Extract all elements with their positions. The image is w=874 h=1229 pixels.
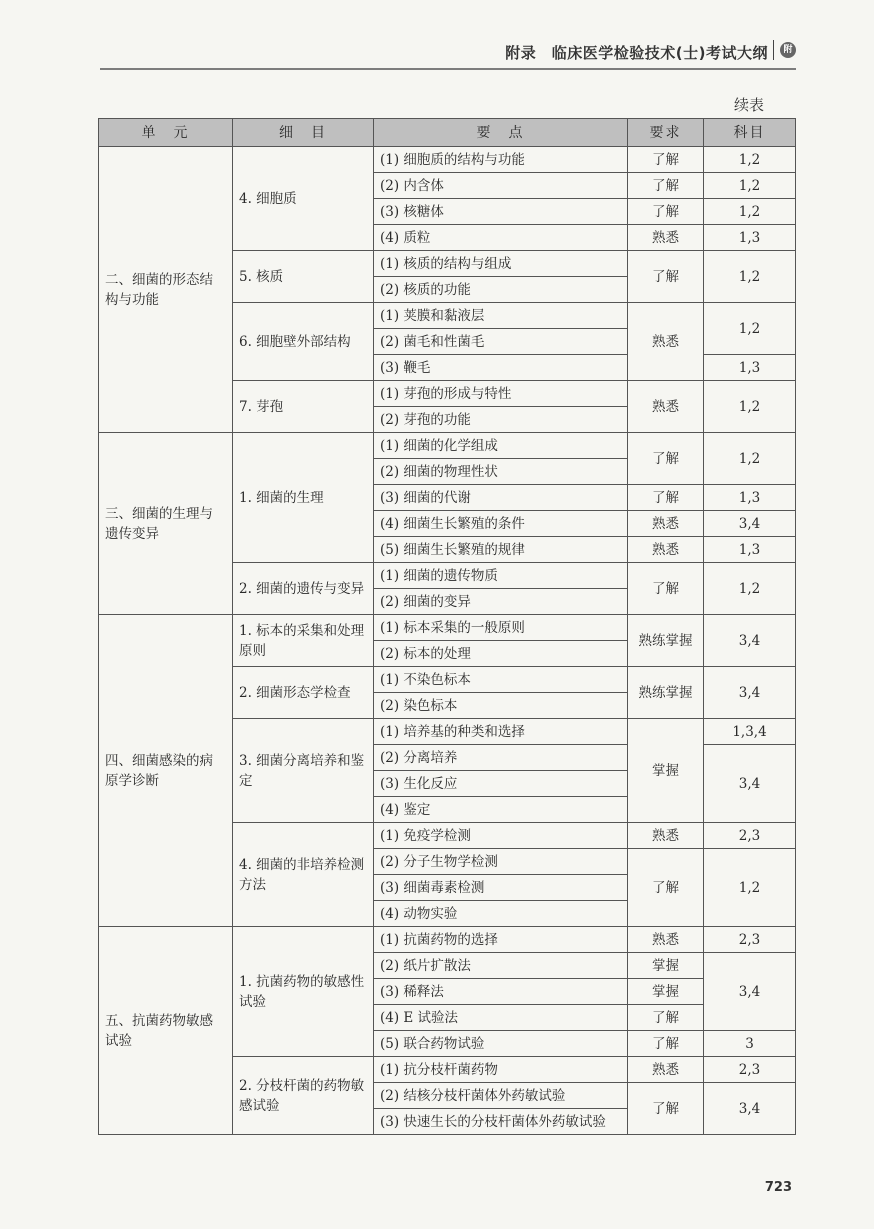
subject-cell: 1,2	[704, 303, 796, 355]
point-cell: (1) 荚膜和黏液层	[374, 303, 628, 329]
requirement-cell: 熟练掌握	[628, 667, 704, 719]
table-body	[99, 147, 796, 1135]
unit-cell: 四、细菌感染的病原学诊断	[99, 615, 233, 927]
point-cell: (2) 分子生物学检测	[374, 849, 628, 875]
requirement-cell: 熟悉	[628, 537, 704, 563]
requirement-cell: 熟悉	[628, 927, 704, 953]
table-row	[99, 147, 796, 173]
point-cell: (2) 细菌的物理性状	[374, 459, 628, 485]
point-cell: (2) 核质的功能	[374, 277, 628, 303]
requirement-cell: 熟悉	[628, 225, 704, 251]
point-cell: (1) 培养基的种类和选择	[374, 719, 628, 745]
subject-cell: 3	[704, 1031, 796, 1057]
point-cell: (5) 联合药物试验	[374, 1031, 628, 1057]
point-cell: (3) 生化反应	[374, 771, 628, 797]
point-cell: (1) 细菌的化学组成	[374, 433, 628, 459]
point-cell: (4) E 试验法	[374, 1005, 628, 1031]
point-cell: (2) 分离培养	[374, 745, 628, 771]
point-cell: (1) 不染色标本	[374, 667, 628, 693]
point-cell: (1) 抗分枝杆菌药物	[374, 1057, 628, 1083]
unit-cell: 三、细菌的生理与遗传变异	[99, 433, 233, 615]
point-cell: (4) 细菌生长繁殖的条件	[374, 511, 628, 537]
table-header-row	[99, 119, 796, 147]
requirement-cell: 掌握	[628, 979, 704, 1005]
subitem-cell: 1. 抗菌药物的敏感性试验	[233, 927, 374, 1057]
point-cell: (2) 芽孢的功能	[374, 407, 628, 433]
subject-cell: 3,4	[704, 745, 796, 823]
column-header-points: 要 点	[374, 119, 628, 147]
table-row	[99, 433, 796, 459]
subject-cell: 2,3	[704, 1057, 796, 1083]
subitem-cell: 1. 标本的采集和处理原则	[233, 615, 374, 667]
subject-cell: 1,2	[704, 381, 796, 433]
point-cell: (3) 鞭毛	[374, 355, 628, 381]
requirement-cell: 了解	[628, 251, 704, 303]
point-cell: (3) 快速生长的分枝杆菌体外药敏试验	[374, 1109, 628, 1135]
subject-cell: 1,2	[704, 173, 796, 199]
subject-cell: 1,2	[704, 849, 796, 927]
point-cell: (1) 细胞质的结构与功能	[374, 147, 628, 173]
requirement-cell: 掌握	[628, 719, 704, 823]
column-header-subject: 科目	[704, 119, 796, 147]
subject-cell: 1,2	[704, 199, 796, 225]
requirement-cell: 熟悉	[628, 1057, 704, 1083]
table-row	[99, 615, 796, 641]
subject-cell: 2,3	[704, 823, 796, 849]
subject-cell: 3,4	[704, 615, 796, 667]
running-header	[100, 28, 796, 70]
requirement-cell: 熟悉	[628, 381, 704, 433]
point-cell: (4) 动物实验	[374, 901, 628, 927]
requirement-cell: 熟悉	[628, 823, 704, 849]
requirement-cell: 了解	[628, 1031, 704, 1057]
subject-cell: 1,3	[704, 485, 796, 511]
page-number: 723	[764, 1180, 792, 1195]
point-cell: (4) 质粒	[374, 225, 628, 251]
point-cell: (1) 核质的结构与组成	[374, 251, 628, 277]
subject-cell: 1,2	[704, 251, 796, 303]
column-header-subitem: 细 目	[233, 119, 374, 147]
subject-cell: 3,4	[704, 667, 796, 719]
point-cell: (5) 细菌生长繁殖的规律	[374, 537, 628, 563]
point-cell: (3) 稀释法	[374, 979, 628, 1005]
continued-label: 续表	[733, 96, 764, 114]
subitem-cell: 2. 分枝杆菌的药物敏感试验	[233, 1057, 374, 1135]
subject-cell: 2,3	[704, 927, 796, 953]
subitem-cell: 7. 芽孢	[233, 381, 374, 433]
point-cell: (1) 抗菌药物的选择	[374, 927, 628, 953]
requirement-cell: 熟悉	[628, 303, 704, 381]
subject-cell: 1,3	[704, 355, 796, 381]
subitem-cell: 2. 细菌的遗传与变异	[233, 563, 374, 615]
requirement-cell: 了解	[628, 173, 704, 199]
requirement-cell: 了解	[628, 199, 704, 225]
requirement-cell: 了解	[628, 485, 704, 511]
unit-cell: 五、抗菌药物敏感试验	[99, 927, 233, 1135]
requirement-cell: 掌握	[628, 953, 704, 979]
point-cell: (2) 纸片扩散法	[374, 953, 628, 979]
subject-cell: 1,3,4	[704, 719, 796, 745]
point-cell: (2) 菌毛和性菌毛	[374, 329, 628, 355]
point-cell: (2) 细菌的变异	[374, 589, 628, 615]
subject-cell: 3,4	[704, 511, 796, 537]
appendix-badge-icon: 附	[780, 42, 796, 58]
requirement-cell: 了解	[628, 1005, 704, 1031]
point-cell: (1) 芽孢的形成与特性	[374, 381, 628, 407]
column-header-requirement: 要求	[628, 119, 704, 147]
subject-cell: 3,4	[704, 953, 796, 1031]
subject-cell: 1,3	[704, 225, 796, 251]
subitem-cell: 1. 细菌的生理	[233, 433, 374, 563]
point-cell: (3) 核糖体	[374, 199, 628, 225]
syllabus-table	[98, 118, 796, 1135]
requirement-cell: 熟练掌握	[628, 615, 704, 667]
subject-cell: 3,4	[704, 1083, 796, 1135]
subitem-cell: 5. 核质	[233, 251, 374, 303]
point-cell: (2) 染色标本	[374, 693, 628, 719]
subject-cell: 1,2	[704, 433, 796, 485]
subject-cell: 1,3	[704, 537, 796, 563]
subject-cell: 1,2	[704, 563, 796, 615]
subitem-cell: 3. 细菌分离培养和鉴定	[233, 719, 374, 823]
point-cell: (4) 鉴定	[374, 797, 628, 823]
point-cell: (2) 结核分枝杆菌体外药敏试验	[374, 1083, 628, 1109]
point-cell: (2) 内含体	[374, 173, 628, 199]
requirement-cell: 了解	[628, 1083, 704, 1135]
subject-cell: 1,2	[704, 147, 796, 173]
point-cell: (3) 细菌的代谢	[374, 485, 628, 511]
requirement-cell: 了解	[628, 849, 704, 927]
subitem-cell: 6. 细胞壁外部结构	[233, 303, 374, 381]
requirement-cell: 了解	[628, 433, 704, 485]
header-separator	[773, 40, 774, 60]
point-cell: (2) 标本的处理	[374, 641, 628, 667]
subitem-cell: 4. 细胞质	[233, 147, 374, 251]
table-row	[99, 927, 796, 953]
point-cell: (1) 标本采集的一般原则	[374, 615, 628, 641]
subitem-cell: 4. 细菌的非培养检测方法	[233, 823, 374, 927]
unit-cell: 二、细菌的形态结构与功能	[99, 147, 233, 433]
point-cell: (3) 细菌毒素检测	[374, 875, 628, 901]
requirement-cell: 了解	[628, 563, 704, 615]
column-header-unit: 单 元	[99, 119, 233, 147]
point-cell: (1) 细菌的遗传物质	[374, 563, 628, 589]
point-cell: (1) 免疫学检测	[374, 823, 628, 849]
header-title: 附录 临床医学检验技术(士)考试大纲	[505, 44, 768, 62]
requirement-cell: 了解	[628, 147, 704, 173]
subitem-cell: 2. 细菌形态学检查	[233, 667, 374, 719]
requirement-cell: 熟悉	[628, 511, 704, 537]
